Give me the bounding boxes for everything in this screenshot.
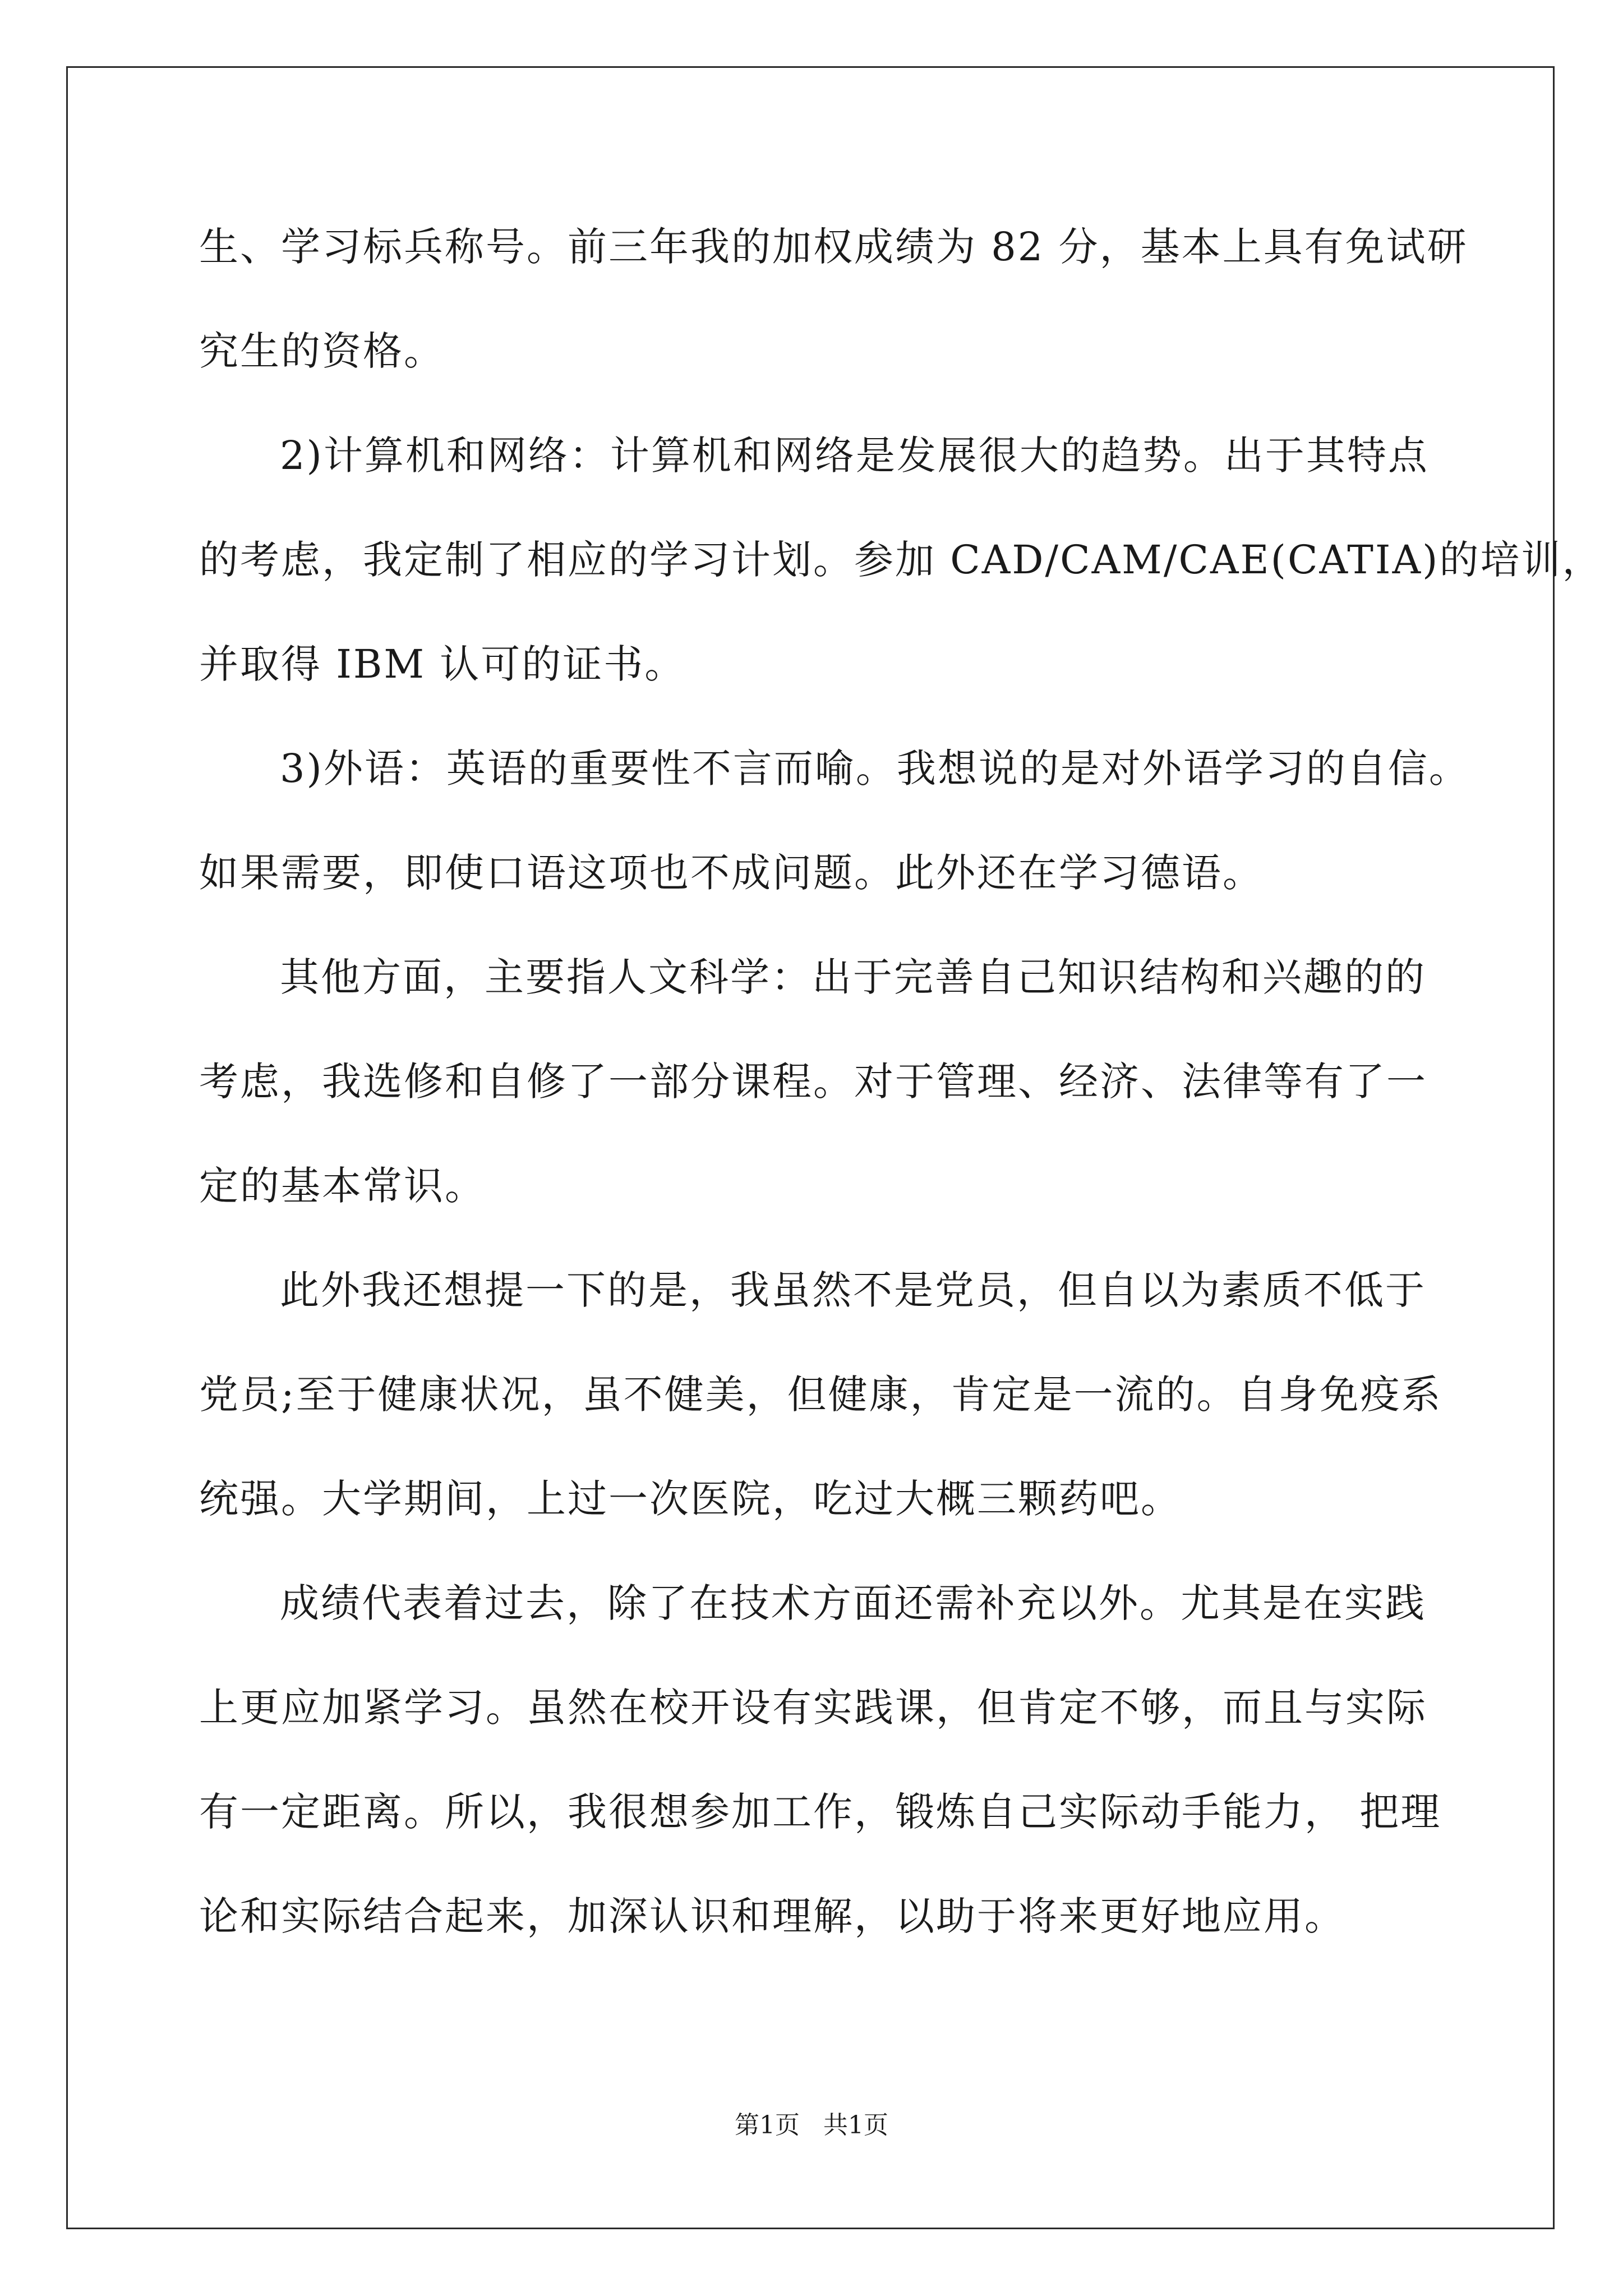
- text-line: 统强。大学期间，上过一次医院，吃过大概三颗药吧。: [199, 1476, 1182, 1522]
- text-line: 论和实际结合起来，加深认识和理解，以助于将来更好地应用。: [199, 1893, 1345, 1939]
- text-line: 定的基本常识。: [199, 1163, 486, 1209]
- text-line: 其他方面，主要指人文科学：出于完善自己知识结构和兴趣的的: [280, 954, 1426, 1000]
- text-line: 究生的资格。: [199, 328, 445, 374]
- text-line: 2)计算机和网络：计算机和网络是发展很大的趋势。出于其特点: [280, 432, 1429, 478]
- text-line: 有一定距离。所以，我很想参加工作，锻炼自己实际动手能力， 把理: [199, 1789, 1442, 1835]
- text-line: 党员;至于健康状况，虽不健美，但健康，肯定是一流的。自身免疫系: [199, 1372, 1442, 1418]
- text-line: 3)外语：英语的重要性不言而喻。我想说的是对外语学习的自信。: [280, 746, 1470, 792]
- page-number: 第1页: [735, 2111, 800, 2139]
- document-body: [199, 208, 1603, 1981]
- page-footer: [0, 2105, 1623, 2141]
- text-line: 成绩代表着过去，除了在技术方面还需补充以外。尤其是在实践: [280, 1580, 1426, 1626]
- text-line: 的考虑，我定制了相应的学习计划。参加 CAD/CAM/CAE(CATIA)的培训，: [199, 537, 1603, 583]
- text-line: 生、学习标兵称号。前三年我的加权成绩为 82 分，基本上具有免试研: [199, 224, 1468, 270]
- text-line: 此外我还想提一下的是，我虽然不是党员，但自以为素质不低于: [280, 1267, 1426, 1313]
- page-total: 共1页: [823, 2111, 888, 2139]
- text-line: 考虑，我选修和自修了一部分课程。对于管理、经济、法律等有了一: [199, 1059, 1427, 1105]
- text-line: 并取得 IBM 认可的证书。: [199, 641, 686, 687]
- text-line: 如果需要，即使口语这项也不成问题。此外还在学习德语。: [199, 850, 1264, 896]
- text-line: 上更应加紧学习。虽然在校开设有实践课，但肯定不够，而且与实际: [199, 1685, 1427, 1731]
